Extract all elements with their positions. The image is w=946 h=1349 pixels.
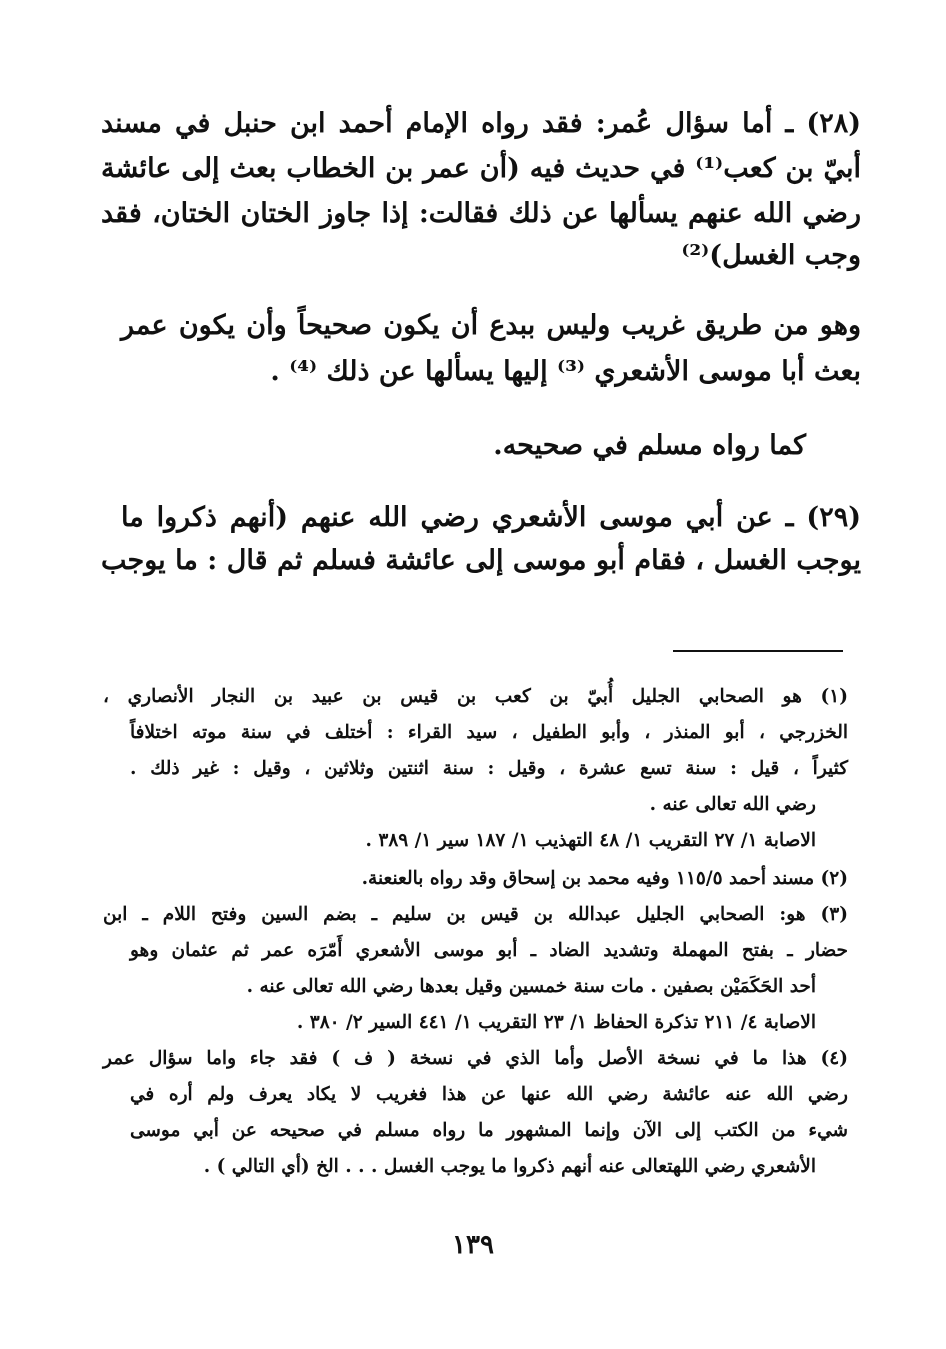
muslim-line: كما رواه مسلم في صحيحه. xyxy=(493,430,806,461)
footnote-2-line: (٢) مسند أحمد ١١٥/٥ وفيه محمد بن إسحاق وقد رواه بالعنعنة. xyxy=(361,868,848,889)
footnote-4-line: الأشعري رضي اللهتعالى عنه أنهم ذكروا ما يوجب الغسل . . . الخ (أي التالي ) . xyxy=(203,1156,816,1177)
footnote-1-line: كثيراً ، قيل : سنة تسع عشرة ، وقيل : سنة اثنتين وثلاثين ، وقيل : غير ذلك . xyxy=(130,758,848,779)
footnote-1-line: الخزرجي ، أبو المنذر ، وأبو الطفيل ، سيد القراء : أختلف في سنة موته اختلافاً xyxy=(130,722,848,743)
footnote-1-line: رضي الله تعالى عنه . xyxy=(649,794,816,815)
commentary-line: وهو من طريق غريب وليس ببدع أن يكون صحيحاً وأن يكون عمر xyxy=(121,310,861,341)
footnote-3-line: حضار ـ بفتح المهملة وتشديد الضاد ـ أبو موسى الأشعري أَمّرَه عمر ثم عثمان وهو xyxy=(130,940,848,961)
para29-line: يوجب الغسل ، فقام أبو موسى إلى عائشة فسلم ثم قال : ما يوجب xyxy=(101,545,861,576)
footnote-4-line: (٤) هذا ما في نسخة الأصل وأما الذي في نسخة ( ف ) فقد جاء واما سؤال عمر xyxy=(103,1048,848,1069)
para28-line: وجب الغسل)⁽²⁾ xyxy=(681,240,861,271)
footnote-4-line: رضي الله عنه عائشة رضي الله عنها عن هذا فغريب لا يكاد يعرف ولم أره في xyxy=(130,1084,848,1105)
footnote-separator xyxy=(673,650,843,652)
footnote-3-line: (٣) هو: الصحابي الجليل عبدالله بن قيس بن سليم ـ بضم السين وفتح اللام ـ ابن xyxy=(103,904,848,925)
para28-line: أبيّ بن كعب⁽¹⁾ في حديث فيه (أن عمر بن الخطاب بعث إلى عائشة xyxy=(101,153,861,184)
footnote-4-line: شيء من الكتب إلى الآن وإنما المشهور ما رواه مسلم في صحيحه عن أبي موسى xyxy=(130,1120,848,1141)
commentary-line: بعث أبا موسى الأشعري ⁽³⁾ إليها يسألها عن ذلك ⁽⁴⁾ . xyxy=(270,356,861,387)
para28-line: رضي الله عنهم يسألها عن ذلك فقالت: إذا جاوز الختان الختان، فقد xyxy=(101,198,861,229)
para29-line: (٢٩) ـ عن أبي موسى الأشعري رضي الله عنهم (أنهم ذكروا ما xyxy=(121,502,861,533)
footnote-1-line: (١) هو الصحابي الجليل أُبيّ بن كعب بن قيس بن عبيد بن النجار الأنصاري ، xyxy=(103,686,848,707)
footnote-3-line: الاصابة ٤/ ٢١١ تذكرة الحفاظ ١/ ٢٣ التقريب ١/ ٤٤١ السير ٢/ ٣٨٠ . xyxy=(296,1012,816,1033)
page-number: ١٣٩ xyxy=(452,1230,494,1260)
footnote-3-line: أحد الحَكَمَيْن بصفين . مات سنة خمسين وقيل بعدها رضي الله تعالى عنه . xyxy=(246,976,816,997)
para28-line: (٢٨) ـ أما سؤال عُمر: فقد رواه الإمام أحمد ابن حنبل في مسند xyxy=(101,108,861,139)
footnote-1-line: الاصابة ١/ ٢٧ التقريب ١/ ٤٨ التهذيب ١/ ١٨٧ سير ١/ ٣٨٩ . xyxy=(365,830,816,851)
